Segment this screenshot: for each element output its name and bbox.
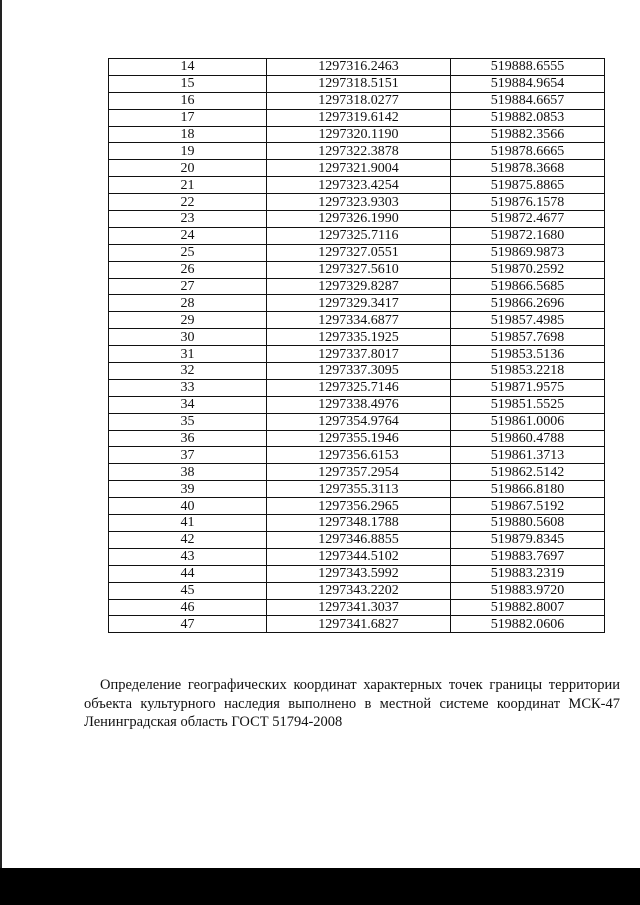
x-coordinate-cell: 1297320.1190: [267, 126, 451, 143]
y-coordinate-cell: 519879.8345: [451, 531, 605, 548]
y-coordinate-cell: 519882.0853: [451, 109, 605, 126]
x-coordinate-cell: 1297318.5151: [267, 75, 451, 92]
y-coordinate-cell: 519866.8180: [451, 481, 605, 498]
point-number-cell: 45: [109, 582, 267, 599]
x-coordinate-cell: 1297355.3113: [267, 481, 451, 498]
x-coordinate-cell: 1297326.1990: [267, 211, 451, 228]
point-number-cell: 31: [109, 346, 267, 363]
table-row: [109, 295, 605, 312]
table-row: [109, 430, 605, 447]
y-coordinate-cell: 519882.3566: [451, 126, 605, 143]
point-number-cell: 14: [109, 59, 267, 76]
point-number-cell: 21: [109, 177, 267, 194]
table-row: [109, 143, 605, 160]
table-row: [109, 177, 605, 194]
table-row: [109, 92, 605, 109]
table-row: [109, 261, 605, 278]
coordinate-system-note: Определение географических координат характерных точек границы территории объекта культурного наследия выполнено в местной системе координат МСК-47 Ленинградская область ГОСТ 51794-2008: [84, 677, 620, 730]
x-coordinate-cell: 1297335.1925: [267, 329, 451, 346]
x-coordinate-cell: 1297348.1788: [267, 515, 451, 532]
point-number-cell: 34: [109, 396, 267, 413]
x-coordinate-cell: 1297327.5610: [267, 261, 451, 278]
table-row: [109, 75, 605, 92]
point-number-cell: 35: [109, 413, 267, 430]
y-coordinate-cell: 519867.5192: [451, 498, 605, 515]
y-coordinate-cell: 519876.1578: [451, 194, 605, 211]
page-left-edge: [0, 0, 2, 868]
x-coordinate-cell: 1297327.0551: [267, 244, 451, 261]
x-coordinate-cell: 1297343.2202: [267, 582, 451, 599]
x-coordinate-cell: 1297341.3037: [267, 599, 451, 616]
table-row: [109, 211, 605, 228]
point-number-cell: 26: [109, 261, 267, 278]
point-number-cell: 40: [109, 498, 267, 515]
x-coordinate-cell: 1297325.7116: [267, 227, 451, 244]
point-number-cell: 29: [109, 312, 267, 329]
point-number-cell: 19: [109, 143, 267, 160]
y-coordinate-cell: 519882.0606: [451, 616, 605, 633]
point-number-cell: 38: [109, 464, 267, 481]
y-coordinate-cell: 519878.3668: [451, 160, 605, 177]
y-coordinate-cell: 519853.2218: [451, 363, 605, 380]
y-coordinate-cell: 519883.2319: [451, 565, 605, 582]
coordinates-table: [108, 58, 605, 633]
point-number-cell: 22: [109, 194, 267, 211]
table-row: [109, 346, 605, 363]
x-coordinate-cell: 1297319.6142: [267, 109, 451, 126]
x-coordinate-cell: 1297323.4254: [267, 177, 451, 194]
x-coordinate-cell: 1297334.6877: [267, 312, 451, 329]
table-row: [109, 464, 605, 481]
x-coordinate-cell: 1297329.8287: [267, 278, 451, 295]
point-number-cell: 39: [109, 481, 267, 498]
y-coordinate-cell: 519883.9720: [451, 582, 605, 599]
y-coordinate-cell: 519872.1680: [451, 227, 605, 244]
x-coordinate-cell: 1297356.6153: [267, 447, 451, 464]
point-number-cell: 24: [109, 227, 267, 244]
point-number-cell: 43: [109, 548, 267, 565]
y-coordinate-cell: 519884.6657: [451, 92, 605, 109]
table-row: [109, 329, 605, 346]
table-row: [109, 126, 605, 143]
scan-bottom-border: [0, 868, 640, 905]
x-coordinate-cell: 1297354.9764: [267, 413, 451, 430]
x-coordinate-cell: 1297322.3878: [267, 143, 451, 160]
table-row: [109, 565, 605, 582]
x-coordinate-cell: 1297356.2965: [267, 498, 451, 515]
table-row: [109, 379, 605, 396]
point-number-cell: 25: [109, 244, 267, 261]
table-row: [109, 481, 605, 498]
table-row: [109, 244, 605, 261]
y-coordinate-cell: 519880.5608: [451, 515, 605, 532]
coordinates-table-body: [109, 59, 605, 633]
x-coordinate-cell: 1297321.9004: [267, 160, 451, 177]
x-coordinate-cell: 1297344.5102: [267, 548, 451, 565]
point-number-cell: 15: [109, 75, 267, 92]
x-coordinate-cell: 1297338.4976: [267, 396, 451, 413]
table-row: [109, 548, 605, 565]
y-coordinate-cell: 519857.7698: [451, 329, 605, 346]
point-number-cell: 46: [109, 599, 267, 616]
point-number-cell: 32: [109, 363, 267, 380]
x-coordinate-cell: 1297316.2463: [267, 59, 451, 76]
x-coordinate-cell: 1297329.3417: [267, 295, 451, 312]
point-number-cell: 33: [109, 379, 267, 396]
y-coordinate-cell: 519878.6665: [451, 143, 605, 160]
y-coordinate-cell: 519866.5685: [451, 278, 605, 295]
y-coordinate-cell: 519872.4677: [451, 211, 605, 228]
x-coordinate-cell: 1297337.8017: [267, 346, 451, 363]
point-number-cell: 27: [109, 278, 267, 295]
table-row: [109, 194, 605, 211]
table-row: [109, 227, 605, 244]
x-coordinate-cell: 1297341.6827: [267, 616, 451, 633]
y-coordinate-cell: 519861.3713: [451, 447, 605, 464]
y-coordinate-cell: 519862.5142: [451, 464, 605, 481]
table-row: [109, 278, 605, 295]
table-row: [109, 498, 605, 515]
y-coordinate-cell: 519875.8865: [451, 177, 605, 194]
point-number-cell: 44: [109, 565, 267, 582]
table-row: [109, 59, 605, 76]
y-coordinate-cell: 519860.4788: [451, 430, 605, 447]
y-coordinate-cell: 519869.9873: [451, 244, 605, 261]
table-row: [109, 531, 605, 548]
y-coordinate-cell: 519861.0006: [451, 413, 605, 430]
x-coordinate-cell: 1297357.2954: [267, 464, 451, 481]
y-coordinate-cell: 519853.5136: [451, 346, 605, 363]
point-number-cell: 41: [109, 515, 267, 532]
y-coordinate-cell: 519870.2592: [451, 261, 605, 278]
table-row: [109, 515, 605, 532]
x-coordinate-cell: 1297323.9303: [267, 194, 451, 211]
table-row: [109, 160, 605, 177]
y-coordinate-cell: 519883.7697: [451, 548, 605, 565]
x-coordinate-cell: 1297355.1946: [267, 430, 451, 447]
table-row: [109, 363, 605, 380]
y-coordinate-cell: 519857.4985: [451, 312, 605, 329]
x-coordinate-cell: 1297325.7146: [267, 379, 451, 396]
table-row: [109, 109, 605, 126]
x-coordinate-cell: 1297343.5992: [267, 565, 451, 582]
table-row: [109, 413, 605, 430]
x-coordinate-cell: 1297346.8855: [267, 531, 451, 548]
y-coordinate-cell: 519866.2696: [451, 295, 605, 312]
point-number-cell: 37: [109, 447, 267, 464]
point-number-cell: 28: [109, 295, 267, 312]
point-number-cell: 17: [109, 109, 267, 126]
point-number-cell: 47: [109, 616, 267, 633]
y-coordinate-cell: 519871.9575: [451, 379, 605, 396]
point-number-cell: 23: [109, 211, 267, 228]
y-coordinate-cell: 519851.5525: [451, 396, 605, 413]
x-coordinate-cell: 1297318.0277: [267, 92, 451, 109]
table-row: [109, 616, 605, 633]
point-number-cell: 20: [109, 160, 267, 177]
y-coordinate-cell: 519888.6555: [451, 59, 605, 76]
x-coordinate-cell: 1297337.3095: [267, 363, 451, 380]
point-number-cell: 30: [109, 329, 267, 346]
point-number-cell: 42: [109, 531, 267, 548]
y-coordinate-cell: 519884.9654: [451, 75, 605, 92]
point-number-cell: 18: [109, 126, 267, 143]
table-row: [109, 447, 605, 464]
table-row: [109, 599, 605, 616]
table-row: [109, 396, 605, 413]
point-number-cell: 16: [109, 92, 267, 109]
table-row: [109, 312, 605, 329]
point-number-cell: 36: [109, 430, 267, 447]
y-coordinate-cell: 519882.8007: [451, 599, 605, 616]
table-row: [109, 582, 605, 599]
